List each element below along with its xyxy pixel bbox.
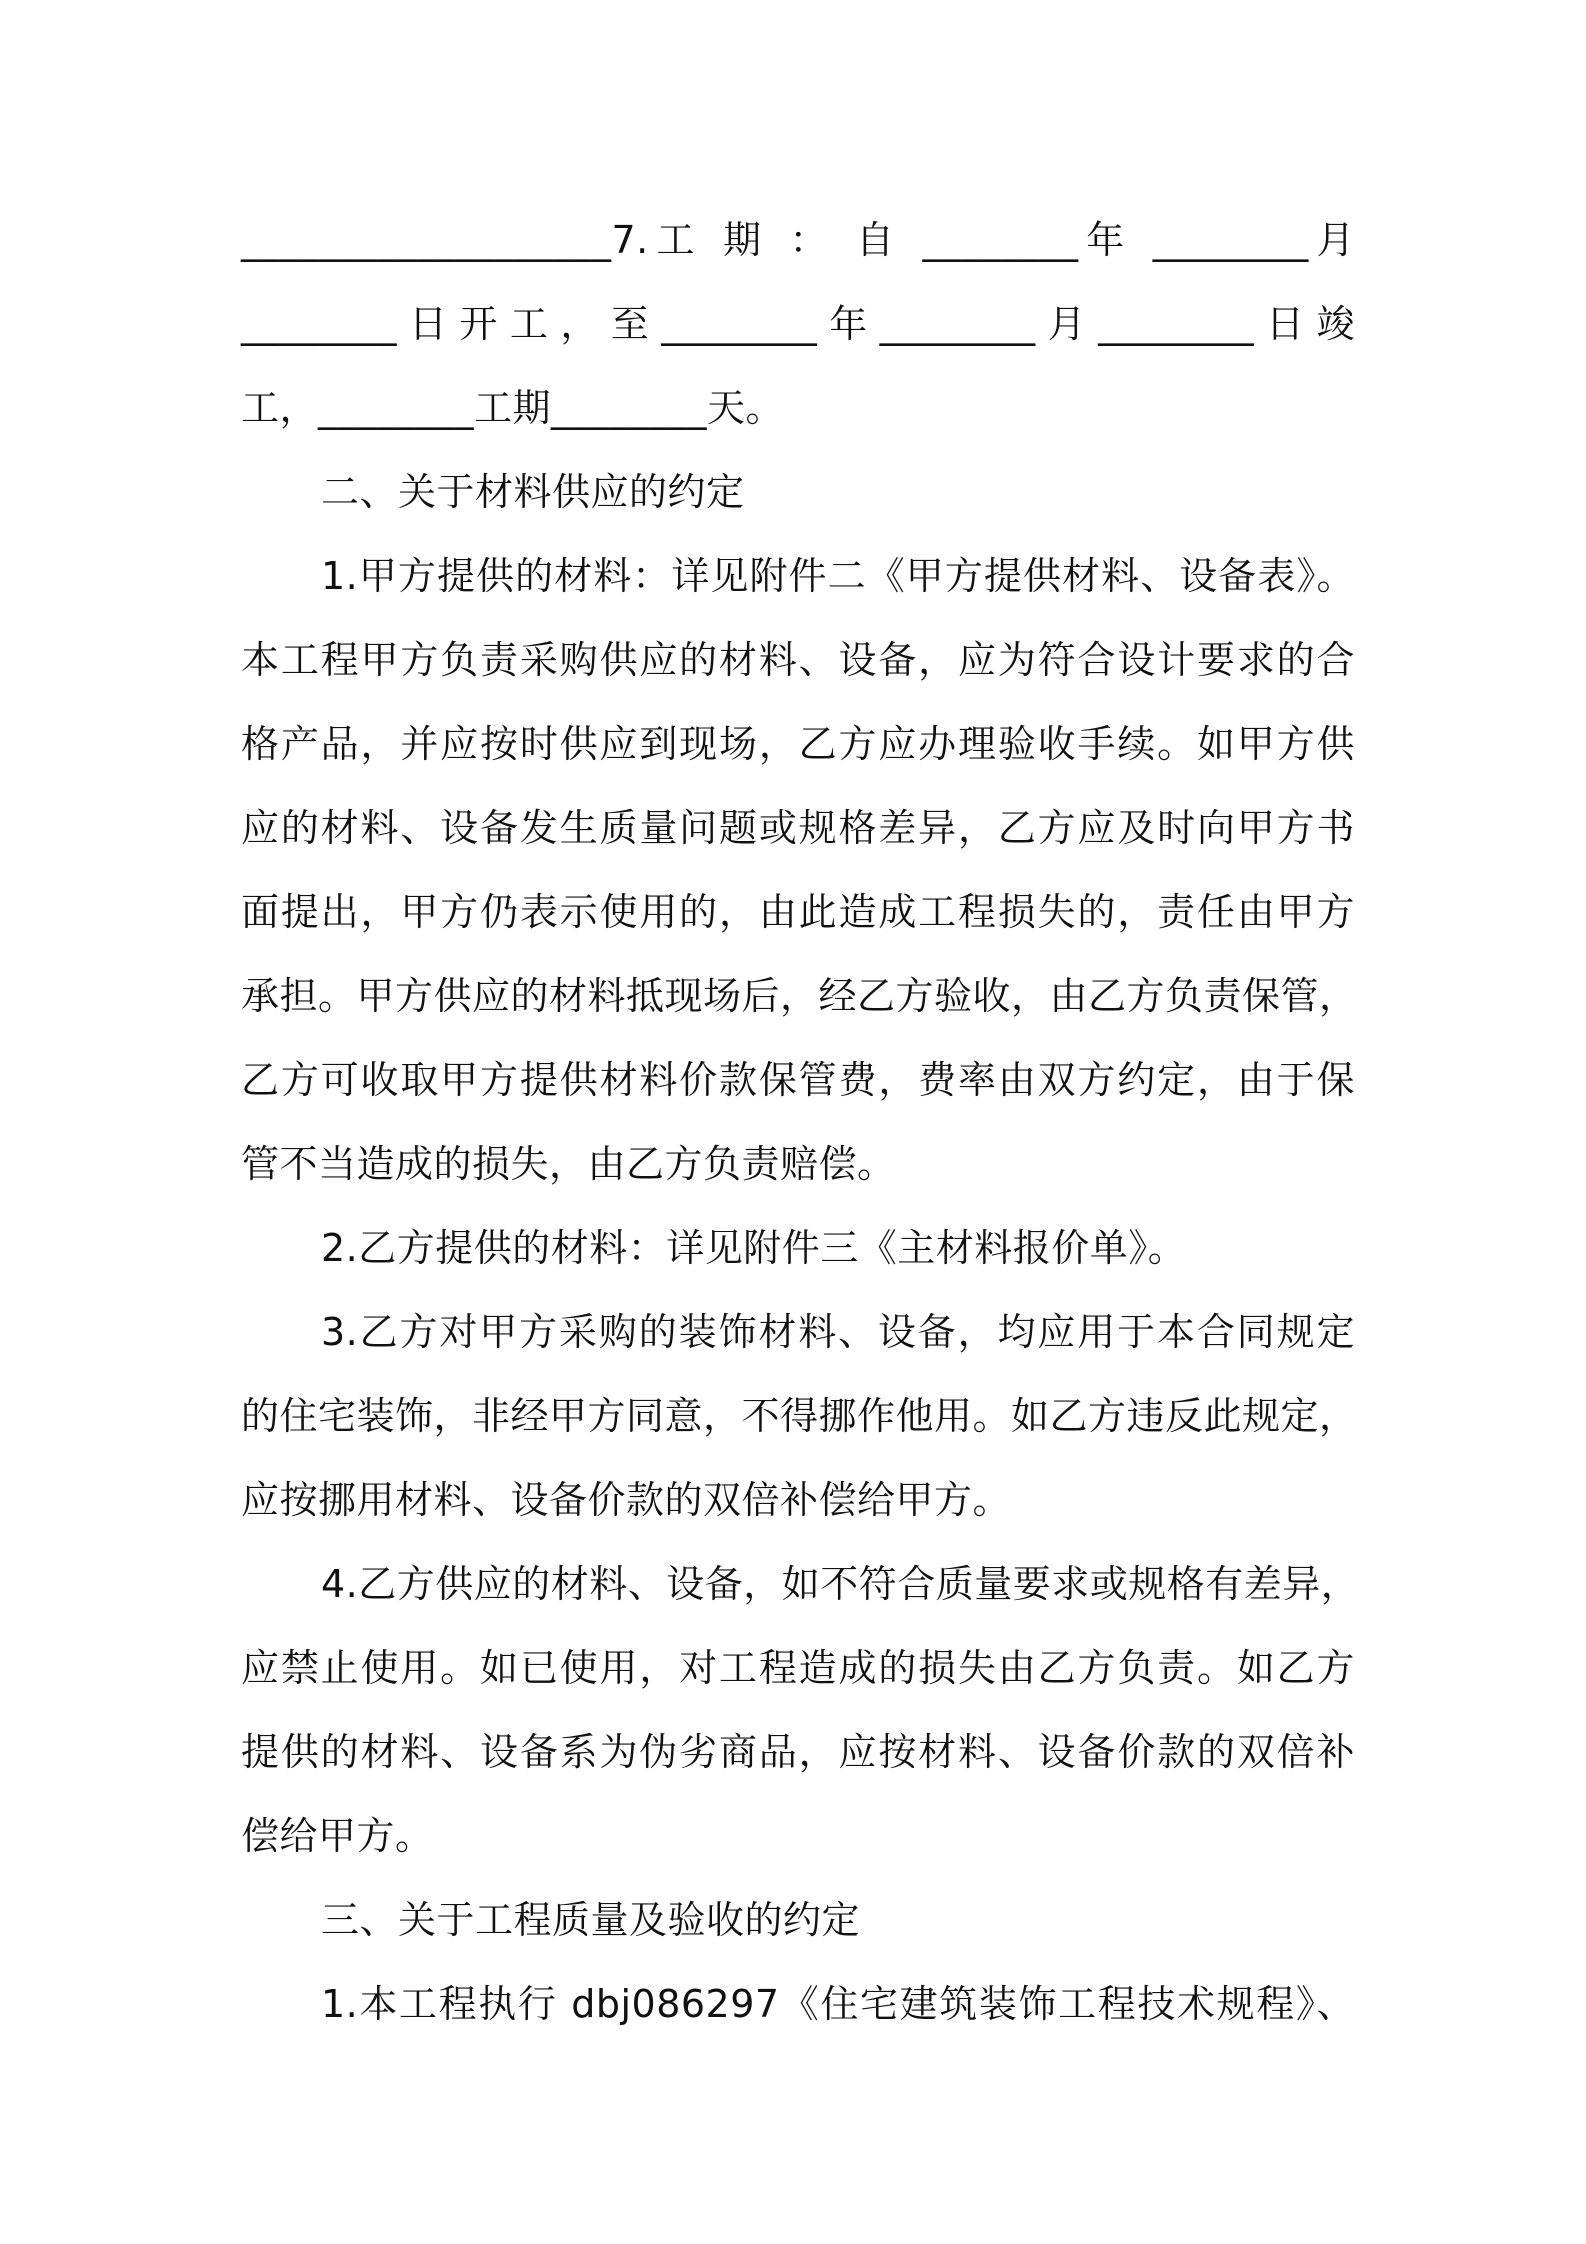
text-line: 提供的材料、设备系为伪劣商品，应按材料、设备价款的双倍补 bbox=[241, 1730, 1355, 1774]
section-heading-quality-acceptance: 三、关于工程质量及验收的约定 bbox=[321, 1898, 861, 1942]
text-line-clause-3: 3.乙方对甲方采购的装饰材料、设备，均应用于本合同规定 bbox=[321, 1310, 1355, 1354]
text-line: 应按挪用材料、设备价款的双倍补偿给甲方。 bbox=[241, 1478, 1012, 1522]
text-line-schedule-end: ________日开工，至________年________月________日竣 bbox=[241, 302, 1355, 346]
text-line: 承担。甲方供应的材料抵现场后，经乙方验收，由乙方负责保管， bbox=[241, 974, 1358, 1018]
text-line: 偿给甲方。 bbox=[241, 1814, 434, 1858]
text-line-clause-4: 4.乙方供应的材料、设备，如不符合质量要求或规格有差异， bbox=[321, 1562, 1360, 1606]
text-line-schedule-duration: 工，________工期________天。 bbox=[241, 386, 785, 430]
text-line: 管不当造成的损失，由乙方负责赔偿。 bbox=[241, 1142, 896, 1186]
text-line: 应禁止使用。如已使用，对工程造成的损失由乙方负责。如乙方 bbox=[241, 1646, 1355, 1690]
text-line: 的住宅装饰，非经甲方同意，不得挪作他用。如乙方违反此规定， bbox=[241, 1394, 1358, 1438]
text-line: 应的材料、设备发生质量问题或规格差异，乙方应及时向甲方书 bbox=[241, 806, 1355, 850]
text-line-schedule-start: ___________________7.工 期 ： 自 ________年 ________月 bbox=[241, 218, 1355, 262]
text-line: 面提出，甲方仍表示使用的，由此造成工程损失的，责任由甲方 bbox=[241, 890, 1355, 934]
text-line-quality-clause-1: 1.本工程执行 dbj086297《住宅建筑装饰工程技术规程》、 bbox=[321, 1982, 1355, 2026]
section-heading-material-supply: 二、关于材料供应的约定 bbox=[321, 470, 745, 514]
text-line: 乙方可收取甲方提供材料价款保管费，费率由双方约定，由于保 bbox=[241, 1058, 1355, 1102]
text-line: 本工程甲方负责采购供应的材料、设备，应为符合设计要求的合 bbox=[241, 638, 1355, 682]
text-line: 格产品，并应按时供应到现场，乙方应办理验收手续。如甲方供 bbox=[241, 722, 1355, 766]
text-line-clause-1: 1.甲方提供的材料：详见附件二《甲方提供材料、设备表》。 bbox=[321, 554, 1355, 598]
document-body bbox=[241, 198, 1360, 2046]
text-line-clause-2: 2.乙方提供的材料：详见附件三《主材料报价单》。 bbox=[321, 1226, 1187, 1270]
